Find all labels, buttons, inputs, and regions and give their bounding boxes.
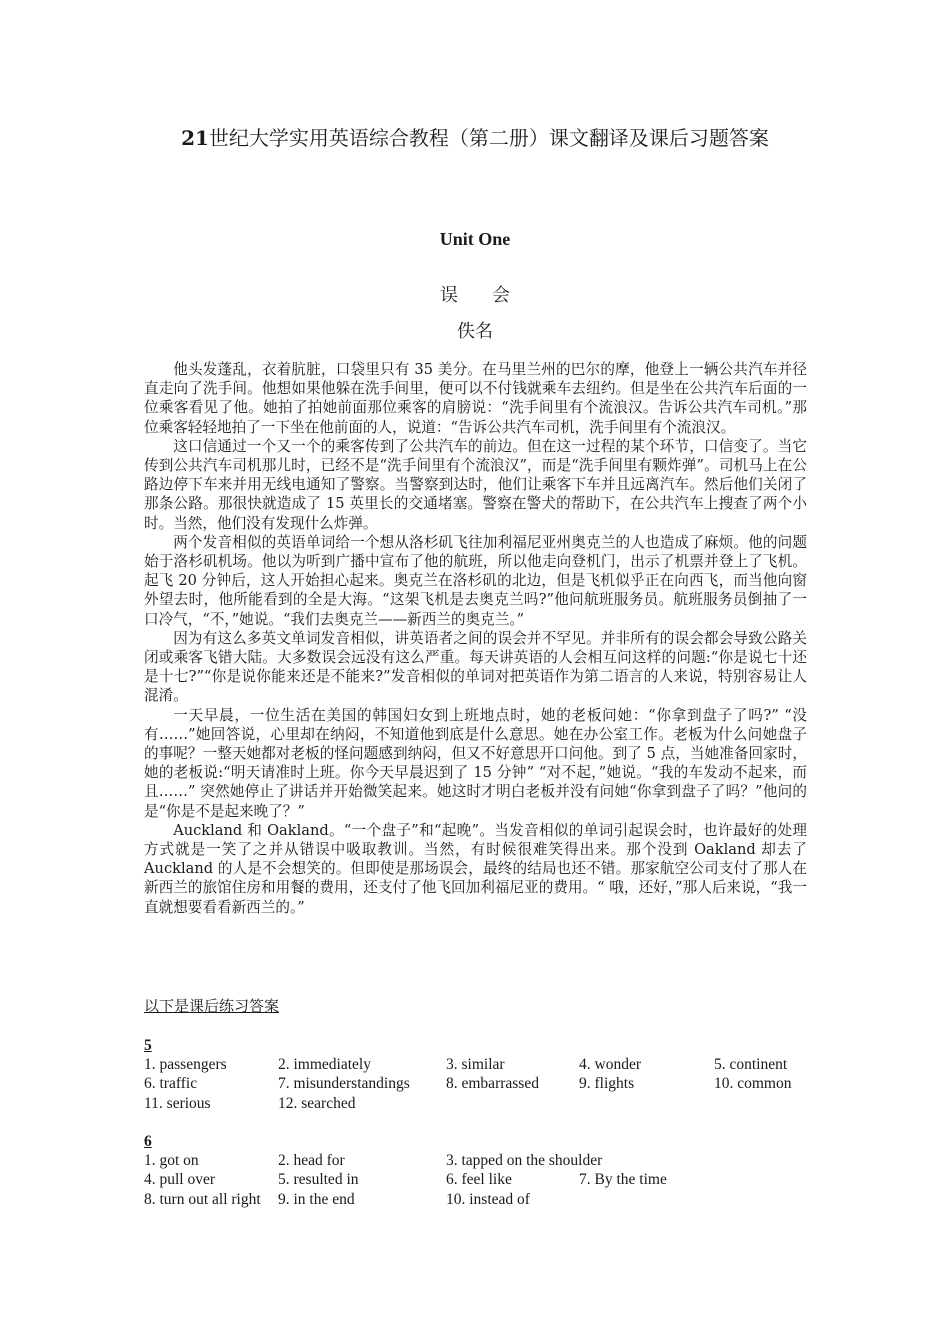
document-title-text: 世纪大学实用英语综合教程（第二册）课文翻译及课后习题答案 — [208, 126, 769, 150]
paragraph: 两个发音相似的英语单词给一个想从洛杉矶飞往加利福尼亚州奥克兰的人也造成了麻烦。他的问题始于洛杉矶机场。他以为听到广播中宣布了他的航班，所以他走向登机门，出示了机票并登上了飞机。起飞 20 分钟后，这人开始担心起来。奥克兰在洛杉矶的北边，但是飞机似乎正在向西飞，而当他向窗外望去时，他所能看到的全是大海。“这架飞机是去奥克兰吗?”他问航班服务员。航班服务员倒抽了一口冷气，“不，”她说。“我们去奥克兰——新西兰的奥克兰。” — [144, 533, 807, 628]
answer-item: 9. in the end — [278, 1190, 355, 1208]
exercise-5-block — [144, 1036, 844, 1113]
paragraph: 一天早晨，一位生活在美国的韩国妇女到上班地点时，她的老板问她：“你拿到盘子了吗?” “没有……”她回答说，心里却在纳闷，不知道他到底是什么意思。她在办公室工作。老板为什么问她盘子的事呢？一整天她都对老板的怪问题感到纳闷，但又不好意思开口问他。到了 5 点，当她准备回家时，她的老板说:“明天请准时上班。你今天早晨迟到了 15 分钟” “对不起，”她说。“我的车发动不起来，而且……” 突然她停止了讲话并开始微笑起来。她这时才明白老板并没有问她“你拿到盘子了吗？”他问的是“你是不是起来晚了？” — [144, 706, 807, 820]
answer-row — [144, 1074, 844, 1093]
answer-row — [144, 1190, 844, 1209]
answer-item: 2. head for — [278, 1152, 345, 1170]
answer-row — [144, 1151, 844, 1170]
answer-row — [144, 1094, 844, 1113]
answer-item: 12. searched — [278, 1094, 356, 1112]
document-title-number: 21 — [181, 126, 209, 150]
paragraph: 因为有这么多英文单词发音相似，讲英语者之间的误会并不罕见。并非所有的误会都会导致公路关闭或乘客飞错大陆。大多数误会远没有这么严重。每天讲英语的人会相互问这样的问题:“你是说七十还是十七?”“你是说你能来还是不能来?”发音相似的单词对把英语作为第二语言的人来说，特别容易让人混淆。 — [144, 629, 807, 705]
answer-item: 8. embarrassed — [446, 1075, 539, 1093]
exercise-answers-heading: 以下是课后练习答案 — [144, 997, 280, 1015]
answer-item: 9. flights — [579, 1075, 635, 1093]
answer-item: 4. wonder — [579, 1056, 641, 1074]
unit-title: Unit One — [439, 229, 511, 249]
answer-item: 1. passengers — [144, 1056, 227, 1074]
answer-item: 7. misunderstandings — [278, 1075, 410, 1093]
answer-item: 11. serious — [144, 1094, 211, 1112]
exercise-number: 6 — [144, 1133, 152, 1150]
answer-item: 10. instead of — [446, 1190, 530, 1208]
translation-body — [144, 360, 807, 917]
answer-row — [144, 1170, 844, 1189]
answer-item: 1. got on — [144, 1152, 199, 1170]
author-name: 佚名 — [457, 321, 493, 342]
answer-item: 3. tapped on the shoulder — [446, 1152, 603, 1170]
answer-item: 6. feel like — [446, 1171, 512, 1189]
document-title — [0, 124, 950, 152]
answer-row — [144, 1055, 844, 1074]
exercise-6-block — [144, 1132, 844, 1209]
paragraph: Auckland 和 Oakland。“一个盘子”和“起晚”。当发音相似的单词引起误会时，也许最好的处理方式就是一笑了之并从错误中吸取教训。当然，有时候很难笑得出来。那个没到 Oakland 却去了 Auckland 的人是不会想笑的。但即使是那场误会，最终的结局也还不错。那家航空公司支付了那人在新西兰的旅馆住房和用餐的费用，还支付了他飞回加利福尼亚的费用。“ 哦，还好，”那人后来说，“我一直就想要看看新西兰的。” — [144, 821, 807, 916]
answer-item: 10. common — [714, 1075, 792, 1093]
answer-item: 2. immediately — [278, 1056, 371, 1074]
exercise-number: 5 — [144, 1037, 152, 1054]
answer-item: 3. similar — [446, 1056, 505, 1074]
lesson-title: 误会 — [440, 285, 544, 306]
paragraph: 他头发蓬乱，衣着肮脏，口袋里只有 35 美分。在马里兰州的巴尔的摩，他登上一辆公共汽车并径直走向了洗手间。他想如果他躲在洗手间里，便可以不付钱就乘车去纽约。但是坐在公共汽车后面的一位乘客看见了他。她拍了拍她前面那位乘客的肩膀说：“洗手间里有个流浪汉。告诉公共汽车司机。”那位乘客轻轻地拍了一下坐在他前面的人，说道：“告诉公共汽车司机，洗手间里有个流浪汉。 — [144, 361, 807, 436]
answer-item: 4. pull over — [144, 1171, 216, 1189]
answer-item: 6. traffic — [144, 1075, 198, 1093]
paragraph: 这口信通过一个又一个的乘客传到了公共汽车的前边。但在这一过程的某个环节，口信变了。当它传到公共汽车司机那儿时，已经不是“洗手间里有个流浪汉”，而是“洗手间里有颗炸弹”。司机马上在公路边停下车来并用无线电通知了警察。当警察到达时，他们让乘客下车并且远离汽车。然后他们关闭了那条公路。那很快就造成了 15 英里长的交通堵塞。警察在警犬的帮助下，在公共汽车上搜查了两个小时。当然，他们没有发现什么炸弹。 — [144, 437, 807, 532]
answer-item: 5. continent — [714, 1056, 788, 1074]
answer-item: 5. resulted in — [278, 1171, 359, 1189]
answer-item: 7. By the time — [579, 1171, 667, 1189]
answer-item: 8. turn out all right — [144, 1190, 261, 1208]
